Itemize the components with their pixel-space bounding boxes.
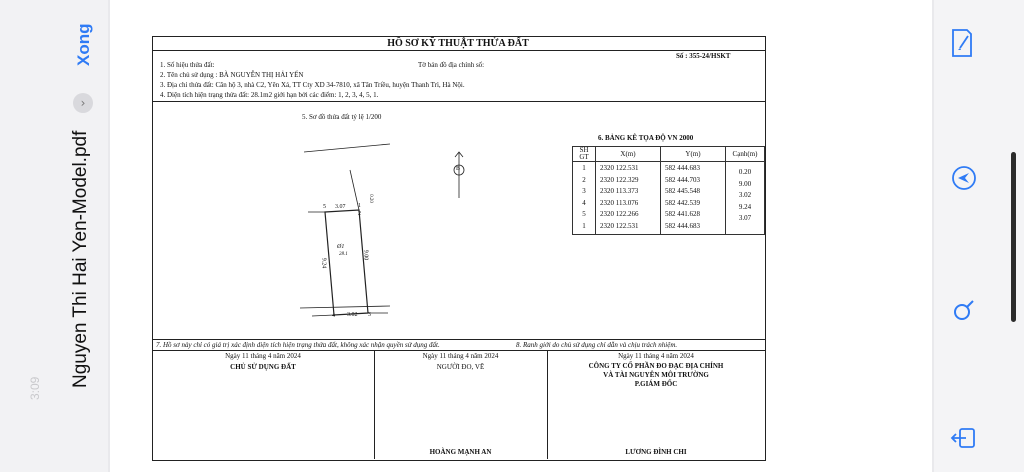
parcel-boundary [325,210,368,315]
table-row [573,211,765,223]
neighbor-line [300,306,390,308]
table-cell: 3 [573,188,596,200]
divider [152,339,765,340]
sig3-date: Ngày 11 tháng 4 năm 2024 [618,352,694,360]
table-cell [726,223,765,235]
point-label: 4 [332,313,335,319]
table-cell: 582 444.683 [661,162,726,177]
table-cell: 9.00 [726,177,765,189]
table-cell: 2320 122.266 [596,211,661,223]
sig2-date: Ngày 11 tháng 4 năm 2024 [422,352,499,360]
table-row [573,223,765,235]
ghost-text: 3:09 [28,376,42,400]
point-label: 2 [358,211,361,217]
chevron-right-icon[interactable]: › [73,93,93,113]
divider [152,50,765,51]
note-7: 7. Hồ sơ này chỉ có giá trị xác định diện tích hiện trạng thửa đất, không xác nhận quyền sử dụng đất. [156,341,440,349]
edge-length-label: 3.02 [347,312,358,318]
sig3-company: CÔNG TY CỔ PHẦN ĐO ĐẠC ĐỊA CHÍNH [588,362,724,370]
edge-length-label: 9.00 [362,249,369,261]
sig1-role: CHỦ SỬ DỤNG ĐẤT [230,363,296,371]
table-cell: 1 [573,223,596,235]
column-header: Cạnh(m) [726,147,765,162]
parcel-area-label: 28.1 [339,252,348,257]
sketch-title: 5. Sơ đồ thửa đất tỷ lệ 1/200 [302,113,382,121]
point-label: 1 [358,203,361,209]
navigation-icon[interactable] [948,162,980,199]
north-arrow-icon [449,150,469,200]
table-cell: 4 [573,200,596,212]
owner-name: 2. Tên chủ sử dụng : BÀ NGUYỄN THỊ HẢI YẾN [160,71,304,79]
table-cell: 582 441.628 [661,211,726,223]
column-header: SH GT [573,147,596,162]
parcel-number: 1. Số hiệu thửa đất: [160,61,215,69]
coord-table-title: 6. BẢNG KÊ TỌA ĐỘ VN 2000 [598,134,694,142]
point-label: 3 [368,312,371,318]
sig2-role: NGƯỜI ĐO, VẼ [436,363,485,371]
table-cell: 5 [573,211,596,223]
note-8: 8. Ranh giới do chủ sử dụng chỉ dẫn và chịu trách nhiệm. [516,341,678,349]
table-cell: 2320 113.076 [596,200,661,212]
edge-length-label: 3.07 [335,204,346,210]
document-number: Số : 355-24/HSKT [676,52,731,60]
sig3-company-line2: VÀ TÀI NGUYÊN MÔI TRƯỜNG [603,371,709,379]
table-row [573,188,765,200]
column-header: X(m) [596,147,661,162]
sig1-date: Ngày 11 tháng 4 năm 2024 [225,352,301,360]
table-cell: 0.20 [726,162,765,177]
document-title: HỒ SƠ KỸ THUẬT THỬA ĐẤT [387,38,529,49]
table-cell: 9.24 [726,200,765,212]
table-cell: 582 444.683 [661,223,726,235]
point-label: 5 [323,204,326,210]
sig2-name: HOÀNG MẠNH AN [429,448,492,456]
table-cell: 582 444.703 [661,177,726,189]
markup-icon[interactable] [948,24,976,65]
map-sheet: Tờ bản đồ địa chính số: [418,61,485,69]
exit-icon[interactable] [948,422,980,459]
table-cell: 3.07 [726,211,765,223]
table-cell: 582 445.548 [661,188,726,200]
parcel-area: 4. Diện tích hiện trạng thửa đất: 28.1m2 giới hạn bởi các điểm: 1, 2, 3, 4, 5, 1. [160,91,379,99]
table-cell: 2320 122.531 [596,162,661,177]
table-cell: 2320 113.373 [596,188,661,200]
scrollbar[interactable] [1011,152,1016,322]
neighbor-line [312,315,334,316]
file-name: Nguyen Thi Hai Yen-Model.pdf [70,130,91,388]
sig3-name: LƯƠNG ĐÌNH CHI [625,448,687,456]
parcel-address: 3. Địa chỉ thửa đất: Căn hộ 3, nhà C2, Yên Xá, TT Cty XD 34-7810, xã Tân Triều, huyện Thanh Trì, Hà Nội. [160,81,465,89]
search-icon[interactable] [948,294,980,331]
done-button[interactable]: Xong [74,23,93,66]
table-cell: 2320 122.531 [596,223,661,235]
table-cell: 3.02 [726,188,765,200]
neighbor-line [304,144,390,152]
table-cell: 2 [573,177,596,189]
column-header: Y(m) [661,147,726,162]
edge-length-label: 9.24 [320,257,327,269]
table-cell: 2320 122.329 [596,177,661,189]
sig3-title: P.GIÁM ĐỐC [634,380,678,388]
table-cell: 582 442.539 [661,200,726,212]
divider [152,101,765,102]
coordinate-table [572,146,765,235]
north-label: B [456,166,461,172]
table-row [573,162,765,177]
parcel-id: Ø1 [337,244,345,250]
table-cell: 1 [573,162,596,177]
edge-length-label: 0.20 [367,194,373,203]
divider [152,350,765,351]
